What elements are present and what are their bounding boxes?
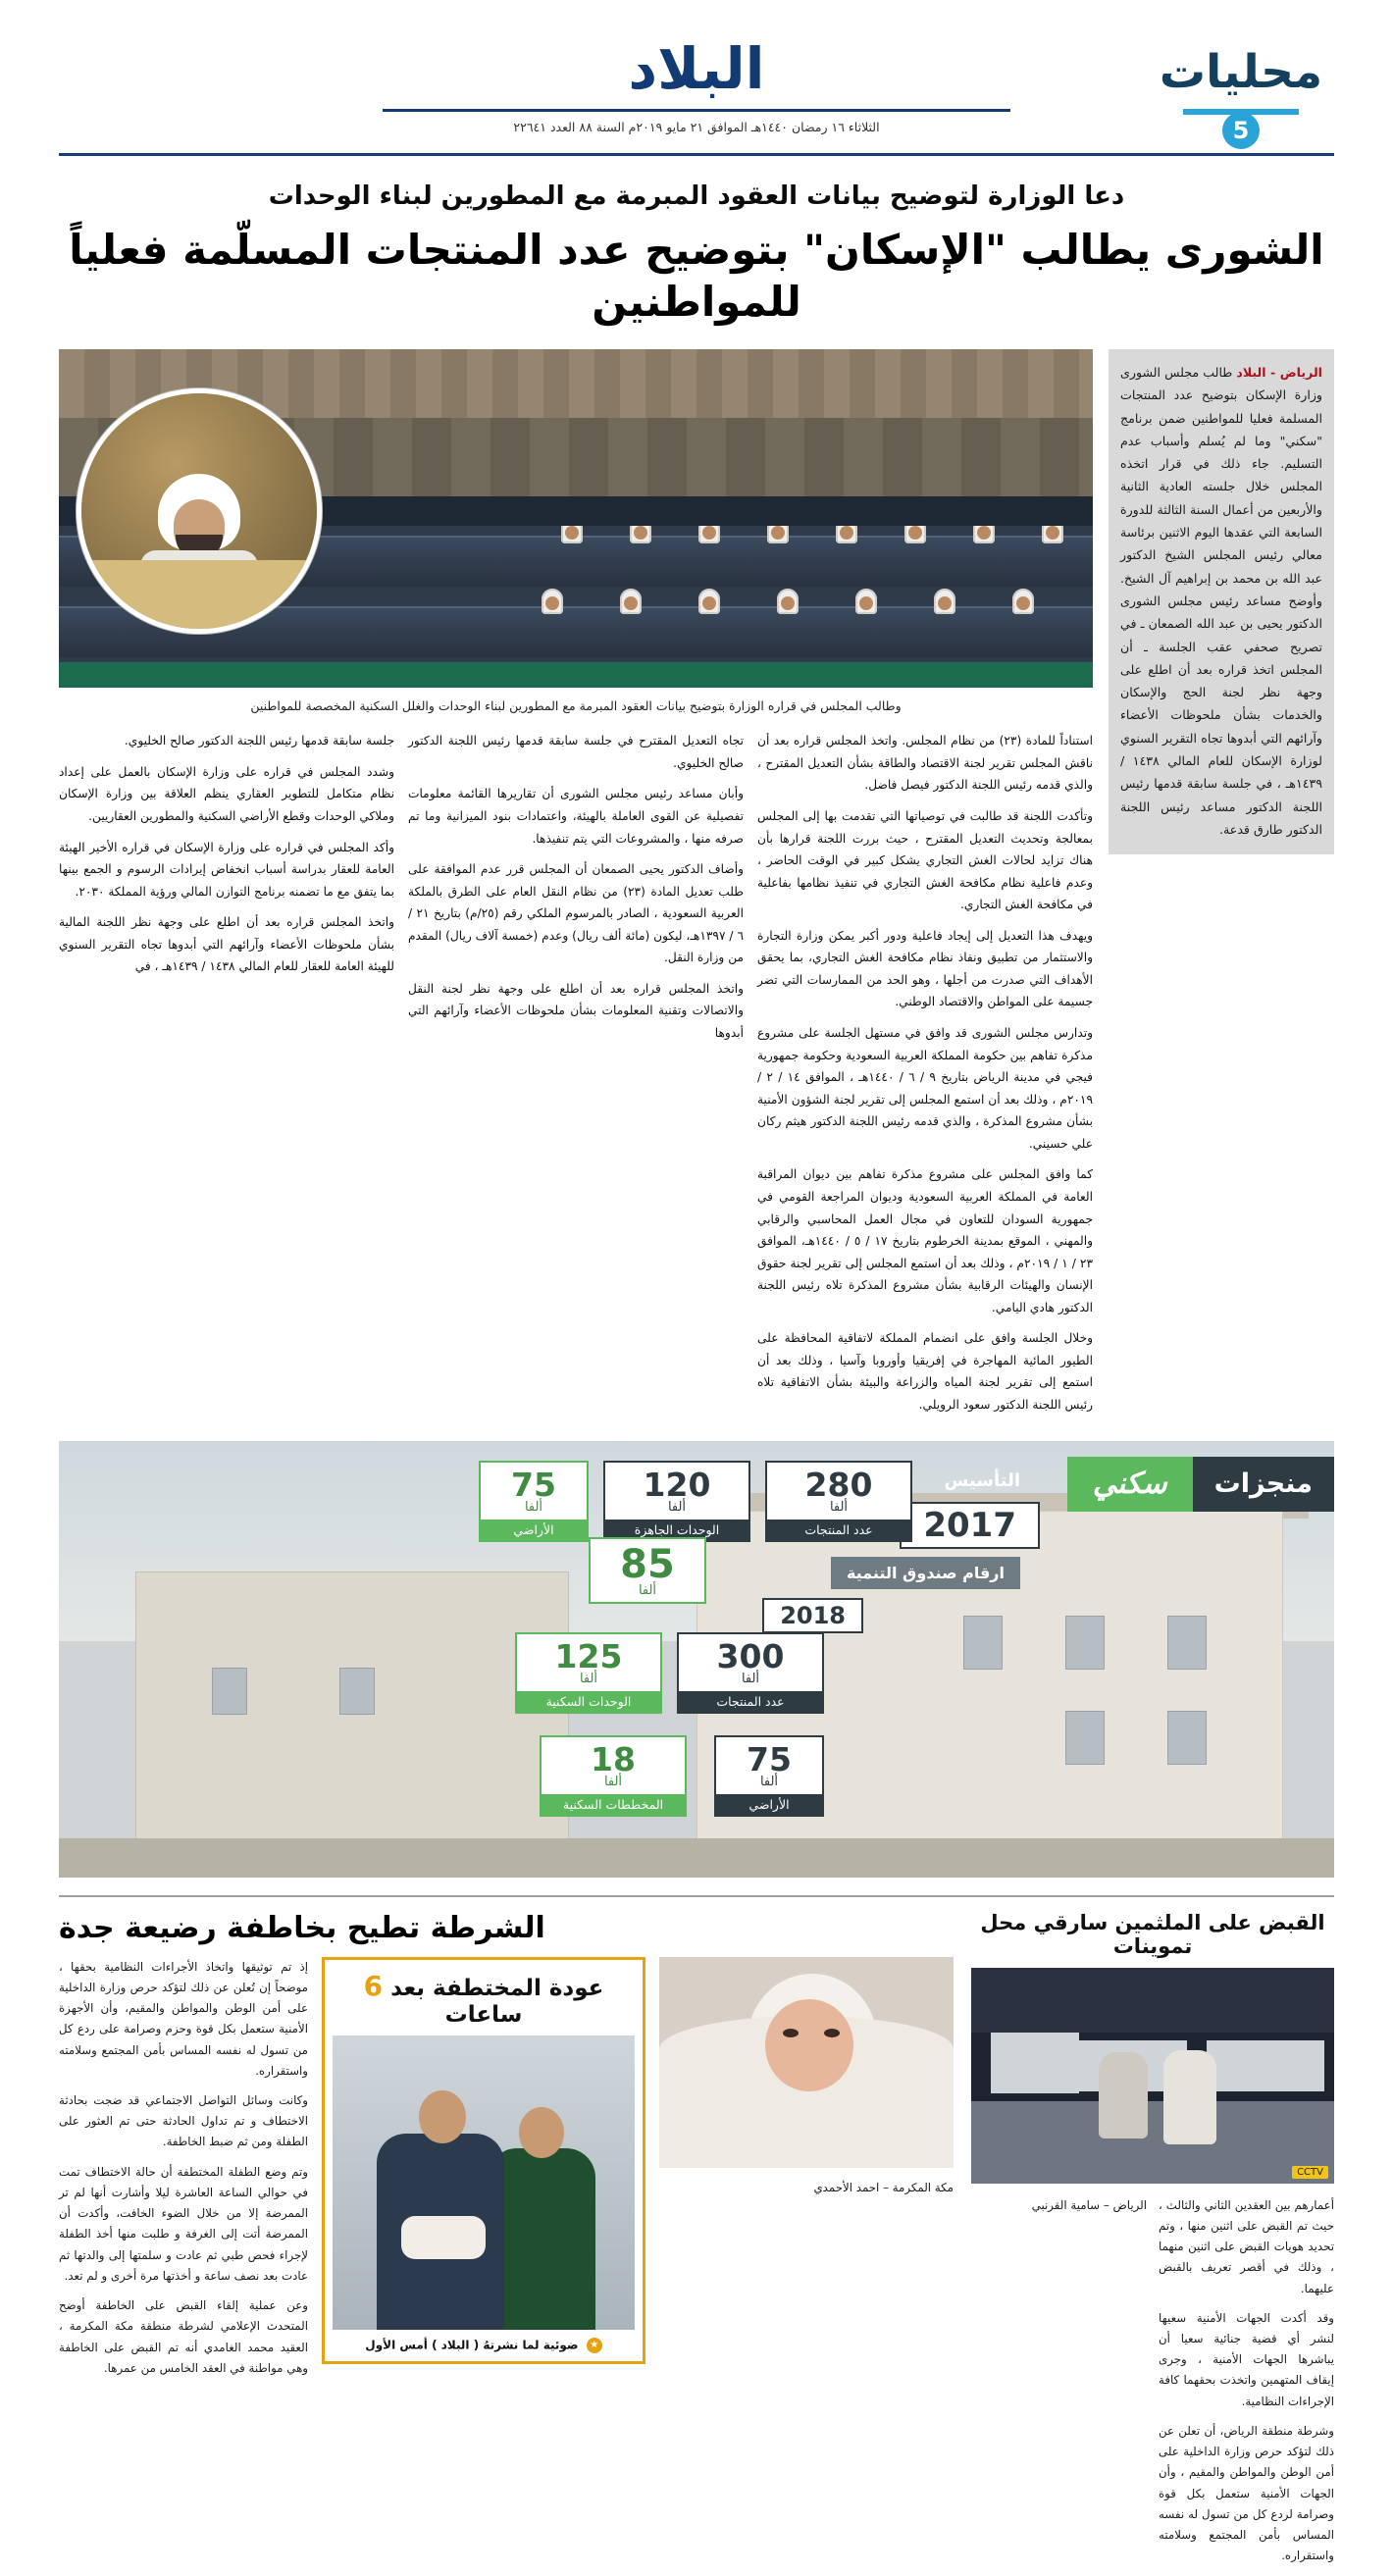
stat-value: 75 xyxy=(747,1739,792,1778)
section-label: محليات xyxy=(1159,45,1323,99)
card-title-prefix: عودة المختطفة بعد xyxy=(390,1975,604,2001)
section-tag xyxy=(1148,45,1334,149)
paragraph: وأضاف الدكتور يحيى الصمعان أن المجلس قرر عدم الموافقة على طلب تعديل المادة (٢٣) من نظام النقل العام على الطرق بالملكة العربية السعودية ، الصادر بالمرسوم الملكي رقم (٢٥/م) بتاريخ ٢١ / ٦ / ١٣٩٧هـ، ليكون (مائة ألف ريال) وعدم (خمسة آلاف ريال) المقدم من وزارة النقل. xyxy=(408,862,745,965)
section-rule xyxy=(1183,109,1299,115)
stat-unit: ألفا xyxy=(579,1671,598,1686)
founding-label: التأسيس xyxy=(944,1469,1020,1491)
card-title-number: 6 xyxy=(363,1969,384,2002)
stat-label: عدد المنتجات xyxy=(679,1691,822,1712)
stat-unit: ألفا xyxy=(524,1499,543,1515)
baby-column-1 xyxy=(659,2178,954,2198)
body-column-2 xyxy=(408,730,744,1424)
paragraph: جلسة سابقة قدمها رئيس اللجنة الدكتور صالح الخليوي. xyxy=(124,734,394,748)
story-theft-columns xyxy=(971,2195,1334,2576)
stat-products-2017 xyxy=(765,1461,912,1542)
paragraph: وأكد المجلس في قراره على وزارة الإسكان في قراره الأخير الهيئة العامة للعقار بدراسة أسباب انخفاض إيرادات الرسوم و الجمع بينها بما يتفق مع ما تضمنه برنامج التوازن المالي ورؤية المملكة ٢٠٣٠. xyxy=(59,840,394,899)
paragraph: استناداً للمادة (٢٣) من نظام المجلس. واتخذ المجلس قراره بعد أن ناقش المجلس تقرير لجنة الاقتصاد والطاقة بشأن التعديل المقترح ، والذي قدمه رئيس اللجنة الدكتور فيصل فاضل. xyxy=(757,734,1093,793)
paragraph: الرياض – سامية القرنبي xyxy=(1031,2197,1147,2212)
header-divider xyxy=(59,153,1334,156)
stat-plans-2018 xyxy=(540,1735,687,1817)
stat-label: عدد المنتجات xyxy=(767,1520,910,1540)
section-divider xyxy=(59,1895,1334,1897)
paragraph: كما وافق المجلس على مشروع مذكرة تفاهم بين ديوان المراقبة العامة في المملكة العربية السعودية وديوان المراجعة القومي في جمهورية السودان للتعاون في مجال العمل المحاسبي والرقابي والمهني ، الموقع بمدينة الخرطوم بتاريخ ١٧ / ٥ / ١٤٤٠هـ، الموافق ٢٣ / ١ / ٢٠١٩م ، وذلك بعد أن استمع المجلس إلى تقرير لجنة حقوق الإنسان والهيئات الرقابية بشأن مشروع المذكرة تلاه رئيس اللجنة الدكتور هادي اليامي. xyxy=(757,1167,1093,1314)
photo-caption: وطالب المجلس في قراره الوزارة بتوضيح بيانات العقود المبرمة مع المطورين لبناء الوحدات والغلل السكنية المخصصة للمواطنين xyxy=(250,698,902,713)
speaker-portrait-photo xyxy=(77,388,322,634)
paragraph: وشدد المجلس في قراره على وزارة الإسكان بالعمل على إعداد نظام متكامل للتطوير العقاري ينظم العلاقة بين وزارة الإسكان وملاكي الوحدات وقطع الأراضي السكنية والمطورين العقاريين. xyxy=(59,764,394,823)
stat-land-2017 xyxy=(479,1461,589,1542)
logo-text: البلاد xyxy=(628,35,765,102)
story-baby-grid xyxy=(59,1957,954,2388)
center-column xyxy=(59,349,1093,1425)
year-2018: 2018 xyxy=(762,1598,863,1633)
paragraph: مكة المكرمة – احمد الأحمدي xyxy=(813,2180,954,2194)
paragraph: تجاه التعديل المقترح في جلسة سابقة قدمها رئيس اللجنة الدكتور صالح الخليوي. xyxy=(408,734,744,770)
paragraph: واتخذ المجلس قراره بعد أن اطلع على وجهة نظر لجنة النقل والاتصالات وتقنية المعلومات بشأن ملحوظات الأعضاء وآرائهم التي أبدوها xyxy=(408,981,744,1040)
baby-column-2 xyxy=(59,1957,308,2388)
stat-fund-value xyxy=(589,1537,706,1604)
stat-value: 85 xyxy=(620,1541,675,1587)
theft-column-2 xyxy=(971,2195,1147,2576)
paragraph: وتدارس مجلس الشورى قد وافق في مستهل الجلسة على مشروع مذكرة تفاهم بين حكومة المملكة العربية السعودية وحكومة جمهورية فيجي في مدينة الرياض بتاريخ ٩ / ٦ / ١٤٤٠هـ ، الموافق ١٤ / ٢ / ٢٠١٩م ، وذلك بعد أن استمع المجلس إلى تقرير لجنة الشؤون الأمنية بشأن مشروع المذكرة ، والذي قدمه رئيس اللجنة الدكتور هيثم ركان علي حسيني. xyxy=(757,1026,1093,1151)
paragraph: ويهدف هذا التعديل إلى إيجاد فاعلية ودور أكبر يمكن وزارة التجارة والاستثمار من تطبيق ونفاذ نظام مكافحة الغش التجاري، بما يحقق الأهداف التي صدرت من أجلها ، وهو الحد من الممارسات التي تضر جسيمة على المواطن والاقتصاد الوطني. xyxy=(757,928,1093,1009)
infographic-title: منجزات xyxy=(1193,1457,1334,1512)
stat-unit: ألفا xyxy=(667,1499,687,1515)
stat-label: الوحدات الجاهزة xyxy=(605,1520,748,1540)
paragraph: وأبان مساعد رئيس مجلس الشورى أن تقاريرها القائمة معلومات تفصيلية عن القوى العاملة بالهيئة، واعتمادات بنود الميزانية وما تم صرفه منها ، والمشروعات التي يتم تنفيذها. xyxy=(408,787,744,846)
masthead xyxy=(59,0,1334,149)
paragraph: وقد أكدت الجهات الأمنية سعيها لنشر أي قضية جنائية سعيا أن يباشرها الجهات الأمنية ، وجرى إيقاف المتهمين واتخذت بحقهما كافة الإجراءات النظامية. xyxy=(1159,2310,1334,2408)
stat-unit: ألفا xyxy=(638,1582,657,1598)
stat-ready-units-2017 xyxy=(603,1461,750,1542)
paragraph: وكانت وسائل التواصل الاجتماعي قد ضجت بحادثة الاختطاف و تم تداول الحادثة حتى تم العثور على الطفلة ومن ثم ضبط الخاطفة. xyxy=(59,2092,308,2149)
returned-baby-card xyxy=(322,1957,645,2364)
theft-column-1 xyxy=(1159,2195,1334,2576)
newspaper-logo xyxy=(245,35,1148,134)
lead-column xyxy=(1109,349,1334,854)
stat-unit: ألفا xyxy=(741,1671,760,1686)
kicker: دعا الوزارة لتوضيح بيانات العقود المبرمة مع المطورين لبناء الوحدات xyxy=(268,181,1125,211)
stat-label: المخططات السكنية xyxy=(542,1794,685,1815)
paragraph: وخلال الجلسة وافق على انضمام المملكة لاتفاقية المحافظة على الطيور المائية المهاجرة في إفريقيا وأوروبا وآسيا ، وذلك بعد أن استمع إلى تقرير لجنة المياه والزراعة والبيئة بشأن الاتفاقية تلاه رئيس اللجنة الدكتور سعود الرويلي. xyxy=(757,1331,1093,1412)
store-cctv-photo: CCTV xyxy=(971,1968,1334,2184)
lead-box xyxy=(1109,349,1334,854)
stat-unit: ألفا xyxy=(759,1774,779,1789)
sakani-infographic xyxy=(59,1441,1334,1878)
year-2017: 2017 xyxy=(900,1502,1040,1549)
stat-value: 300 xyxy=(716,1636,785,1675)
stat-unit: ألفا xyxy=(603,1774,623,1789)
stat-label: الأراضي xyxy=(481,1520,587,1540)
paragraph: وشرطة منطقة الرياض، أن تعلن عن ذلك لتؤكد حرص وزارة الداخلية على أمن الوطن والمواطن والمقيم ، وأن الجهات الأمنية ستعمل بكل قوة وصرامة لردع كل من تسول له نفسه المساس بأمن المجتمع وسلامته واستقراره. xyxy=(1159,2423,1334,2563)
stat-label: الأراضي xyxy=(716,1794,822,1815)
stat-value: 280 xyxy=(804,1465,873,1504)
dateline: الرياض - البلاد xyxy=(1236,365,1322,380)
stat-value: 75 xyxy=(511,1465,556,1504)
stat-unit: ألفا xyxy=(829,1499,849,1515)
sakani-brand: سكني xyxy=(1067,1457,1193,1512)
stat-value: 125 xyxy=(554,1636,623,1675)
story-theft-headline: القبض على الملثمين سارقي محل تموينات xyxy=(980,1910,1325,1958)
stat-products-2018 xyxy=(677,1632,824,1714)
paragraph: وتأكدت اللجنة قد طالبت في توصياتها التي تقدمت بها إلى المجلس بمعالجة وتحديث التعديل المقترح ، حيث بررت اللجنة قرارها بأن هناك تزايد لحالات الغش التجاري يشكل كبير في الوقت الحاضر ، وعدم فاعلية نظام مكافحة الغش التجاري في تنفيذ نظامها بفاعلية في مكافحة الغش التجاري. xyxy=(757,808,1093,912)
card-caption xyxy=(333,2338,635,2353)
logo-rule xyxy=(383,109,1010,112)
body-column-1 xyxy=(757,730,1093,1424)
photo-area xyxy=(59,349,1093,688)
body-columns xyxy=(59,730,1093,1424)
badge-icon: ★ xyxy=(587,2338,602,2353)
story-baby xyxy=(59,1911,954,2388)
newborn-photo xyxy=(659,1957,954,2168)
card-title-suffix: ساعات xyxy=(444,2001,523,2028)
paragraph: أعمارهم بين العقدين الثاني والثالث ، حيث تم القبض على اثنين منها ، وتم تحديد هويات القبض على اثنين منهما ، وذلك في أقصر تعريف بالقبض عليهما. xyxy=(1159,2197,1334,2295)
issue-line: الثلاثاء ١٦ رمضان ١٤٤٠هـ الموافق ٢١ مايو ٢٠١٩م السنة ٨٨ العدد ٢٢٦٤١ xyxy=(513,119,880,134)
lower-section xyxy=(59,1911,1334,2576)
stat-land-2018 xyxy=(714,1735,824,1817)
card-caption-text: ضوئية لما نشرتهُ ( البلاد ) أمس الأول xyxy=(365,2338,579,2352)
body-column-3 xyxy=(59,730,394,1424)
stat-housing-units-2018 xyxy=(515,1632,662,1714)
baby-photo-column xyxy=(659,1957,954,2207)
stat-label: الوحدات السكنية xyxy=(517,1691,660,1712)
fund-label: ارقام صندوق التنمية xyxy=(831,1557,1020,1589)
stat-value: 120 xyxy=(643,1465,711,1504)
story-theft xyxy=(971,1911,1334,2576)
paragraph: وعن عملية إلقاء القبض على الخاطفة أوضح المتحدث الإعلامي لشرطة منطقة مكة المكرمة ، العقيد محمد الغامدي أنه تم القبض على الخاطفة وهي مواطنة في العقد الخامس من عمرها. xyxy=(59,2298,308,2375)
page-number-badge: 5 xyxy=(1222,112,1260,149)
father-holding-baby-photo xyxy=(333,2035,635,2330)
paragraph: وتم وضع الطفلة المختطفة أن حالة الاختطاف تمت في حوالي الساعة العاشرة ليلا وأشارت أنها لم تر الممرضة إلا من خلال الضوء الخافت، وأكدت أن الممرضة أتت إلى الغرفة و طلبت منها أخذ الطفلة لإجراء فحص طبي ثم عادت و سلمتها إلى والدتها ثم عادت بعد نصف ساعة و أخذتها مرة أخرى و لم تعد. xyxy=(59,2164,308,2283)
story-baby-headline: الشرطة تطيح بخاطفة رضيعة جدة xyxy=(59,1910,545,1945)
card-title xyxy=(333,1970,635,2028)
stat-value: 18 xyxy=(591,1739,636,1778)
paragraph: إذ تم توثيقها واتخاذ الأجراءات النظامية بحقها ، موضحاً إن تُعلن عن ذلك لتؤكد حرص وزارة الداخلية على أمن الوطن والمواطن والمقيم، وأن الأجهزة الأمنية ستعمل بكل قوة وحزم وصرامة على ردع كل من تسول له نفسه المساس بأمن المجتمع وسلامته واستقراره. xyxy=(59,1959,308,2078)
main-article xyxy=(59,349,1334,1425)
paragraph: واتخذ المجلس قراره بعد أن اطلع على وجهة نظر اللجنة المالية بشأن ملحوظات الأعضاء وآرائهم التي أبدوها تجاه التقرير السنوي للهيئة العامة للعقار للعام المالي ١٤٣٨ / ١٤٣٩هـ ، في xyxy=(59,915,394,974)
infographic-banner xyxy=(1067,1457,1334,1512)
lead-text: طالب مجلس الشورى وزارة الإسكان بتوضيح عدد المنتجات المسلمة فعليا للمواطنين ضمن برنامج "سكني" وما لم يُسلم وأسباب عدم التسليم. جاء ذلك في قرار اتخذه المجلس خلال جلسته العادية الثانية والأربعين من أعمال السنة الثالثة للدورة السابعة التي عقدها اليوم الاثنين برئاسة معالي رئيس المجلس الشيخ الدكتور عبد الله بن محمد بن إبراهيم آل الشيخ. وأوضح مساعد رئيس مجلس الشورى الدكتور يحيى بن عبد الله الصمعان ـ في تصريح صحفي عقب الجلسة ـ أن المجلس اتخذ قراره بعد أن اطلع على وجهة نظر لجنة الحج والإسكان والخدمات بشأن ملحوظات الأعضاء وآرائهم التي أبدوها تجاه التقرير السنوي لوزارة الإسكان للعام المالي ١٤٣٨ / ١٤٣٩هـ ، في جلسة سابقة قدمها رئيس اللجنة الدكتور مساعد رئيس اللجنة الدكتور طارق قدعة. xyxy=(1120,365,1322,837)
page-title: الشورى يطالب "الإسكان" بتوضيح عدد المنتجات المسلّمة فعلياً للمواطنين xyxy=(69,226,1324,326)
